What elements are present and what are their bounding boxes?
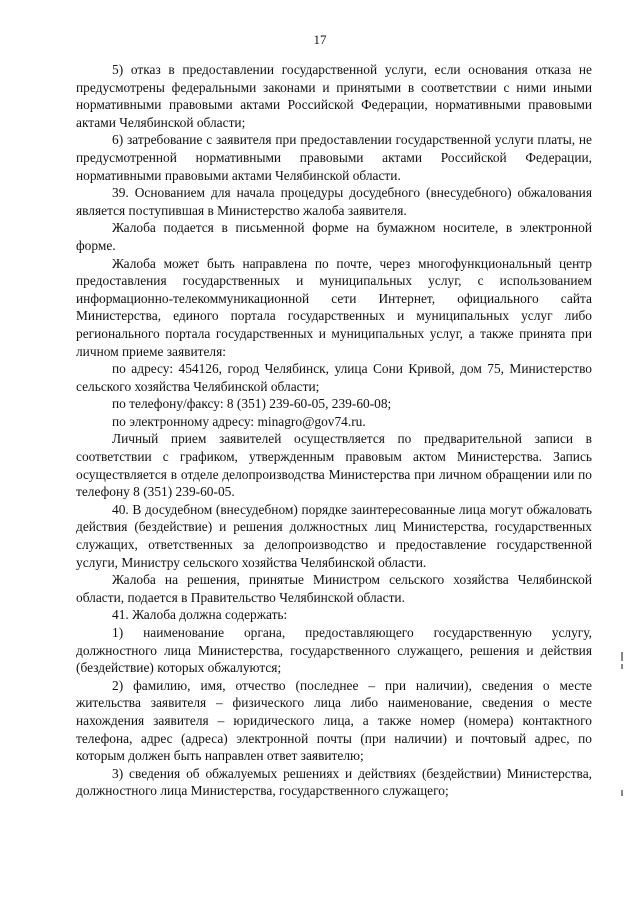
paragraph-content-item-1: 1) наименование органа, предоставляющего государственную услугу, должностного лица Министерства, государственного служащего, решения и действия (бездействие) которых обжалуются; [76,625,592,676]
paragraph-postal-address: по адресу: 454126, город Челябинск, улица Сони Кривой, дом 75, Министерство сельского хозяйства Челябинской области; [76,361,592,394]
paragraph-phone-fax: по телефону/факсу: 8 (351) 239-60-05, 239-60-08; [112,396,392,412]
paragraph-minister-decisions: Жалоба на решения, принятые Министром сельского хозяйства Челябинской области, подается в Правительство Челябинской области. [76,572,592,605]
scan-artifact-mark [621,664,623,669]
paragraph-item-5-refusal: 5) отказ в предоставлении государственной услуги, если основания отказа не предусмотрены федеральными законами и принятыми в соответствии с ними иными нормативными правовыми актами Российской Федерации, нормативными правовыми актами Челябинской области; [76,62,592,130]
paragraph-complaint-channels: Жалоба может быть направлена по почте, через многофункциональный центр предоставления государственных и муниципальных услуг, с использованием информационно-телекоммуникационной сети Интернет, официального сайта Министерства, единого портала государственных и муниципальных услуг либо регионального портала государственных и муниципальных услуг, а также принята при личном приеме заявителя: [76,255,592,359]
paragraph-personal-reception: Личный прием заявителей осуществляется по предварительной записи в соответствии с графиком, утвержденным правовым актом Министерства. Запись осуществляется в отделе делопроизводства Министерства при личном обращении или по телефону 8 (351) 239-60-05. [76,431,592,500]
paragraph-41-complaint-contents: 41. Жалоба должна содержать: [112,607,288,623]
scan-artifact-mark [621,652,623,661]
paragraph-email-address: по электронному адресу: minagro@gov74.ru. [112,413,366,429]
document-body [76,61,592,800]
paragraph-39-grounds: 39. Основанием для начала процедуры досудебного (внесудебного) обжалования является поступившая в Министерство жалоба заявителя. [76,185,592,218]
paragraph-content-item-2: 2) фамилию, имя, отчество (последнее – при наличии), сведения о месте жительства заявителя – физического лица либо наименование, сведения о месте нахождения заявителя – юридического лица, а также номер (номера) контактного телефона, адрес (адреса) электронной почты (при наличии) и почтовый адрес, по которым должен быть направлен ответ заявителю; [76,677,592,764]
paragraph-content-item-3: 3) сведения об обжалуемых решениях и действиях (бездействии) Министерства, должностного лица Министерства, государственного служащего; [76,765,592,799]
page-number: 17 [313,32,327,47]
paragraph-40-pretrial-appeal: 40. В досудебном (внесудебном) порядке заинтересованные лица могут обжаловать действия (бездействие) и решения должностных лиц Министерства, государственных служащих, ответственных за делопроизводство и предоставление государственной услуги, Министру сельского хозяйства Челябинской области. [76,501,592,570]
paragraph-item-6-fee-demand: 6) затребование с заявителя при предоставлении государственной услуги платы, не предусмотренной нормативными правовыми актами Российской Федерации, нормативными правовыми актами Челябинской области. [76,132,592,183]
paragraph-complaint-form: Жалоба подается в письменной форме на бумажном носителе, в электронной форме. [76,220,592,253]
scan-artifact-mark [621,790,623,796]
